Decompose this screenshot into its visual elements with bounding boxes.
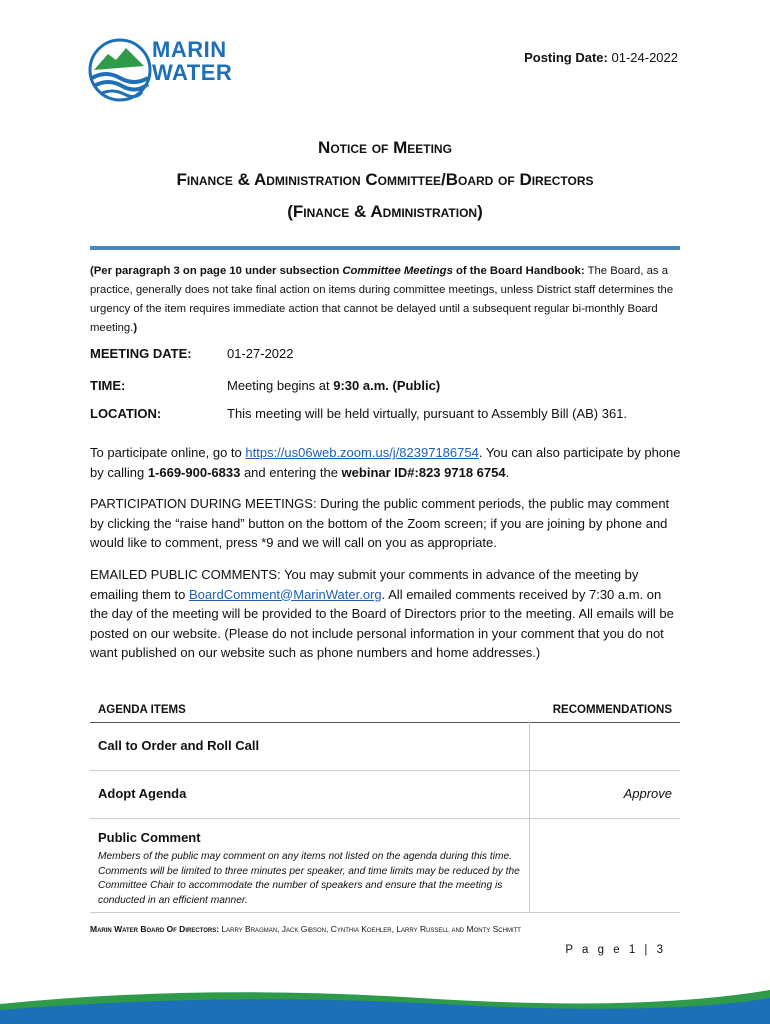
logo-line1: MARIN xyxy=(152,37,227,62)
participate-online-paragraph xyxy=(90,443,682,482)
p1-text: To participate online, go to xyxy=(90,445,246,460)
email-link[interactable]: BoardComment@MarinWater.org xyxy=(189,586,382,602)
agenda-item-adopt-agenda: Adopt Agenda xyxy=(98,786,187,801)
title-line1: Notice of Meeting xyxy=(318,138,452,157)
p1-text-b: . You can also participate by phone by calling xyxy=(90,445,681,480)
p3-text-b: . All emailed comments received by 7:30 a.m. on the day of the meeting will be provided to the Board of Directors prior to the meeting. All emails will be posted on our website. (Please do not include personal information in your comment that you do not want published on our website such as phone numbers and home addresses.) xyxy=(90,586,674,660)
time-value xyxy=(227,378,440,393)
emailed-comments-paragraph xyxy=(90,565,682,663)
p3-text: EMAILED PUBLIC COMMENTS: You may submit your comments in advance of the meeting by emailing them to xyxy=(90,567,639,602)
webinar-id: webinar ID#:823 9718 6754 xyxy=(341,464,506,480)
posting-value: 01-24-2022 xyxy=(611,50,678,65)
title-line3: (Finance & Administration) xyxy=(287,202,483,221)
meeting-date-label: MEETING DATE: xyxy=(90,346,192,361)
p2-label: PARTICIPATION DURING MEETINGS: xyxy=(90,496,317,511)
column-divider xyxy=(529,722,530,770)
location-value: This meeting will be held virtually, pursuant to Assembly Bill (AB) 361. xyxy=(227,406,628,421)
board-label: Marin Water Board Of Directors: xyxy=(90,924,220,934)
agenda-table-header xyxy=(90,700,680,723)
note-body: The Board, as a practice, generally does not take final action on items during committee meetings, unless District staff determines the urgency of the item requires immediate action that cannot be delayed until a subsequent regular bi-monthly Board meeting. xyxy=(90,265,674,334)
col-recommendations: RECOMMENDATIONS xyxy=(552,704,672,716)
recommendation-approve: Approve xyxy=(623,786,672,801)
time-label: TIME: xyxy=(90,378,126,393)
page-number: P a g e 1 | 3 xyxy=(565,944,666,956)
note-italic: Committee Meetings xyxy=(342,265,453,277)
title-line2: Finance & Administration Committee/Board of Directors xyxy=(176,170,594,189)
board-of-directors-line xyxy=(90,924,521,934)
location-label: LOCATION: xyxy=(90,406,162,421)
time-bold: 9:30 a.m. (Public) xyxy=(333,378,441,393)
p1-text-d: . xyxy=(505,464,510,480)
posting-label: Posting Date: xyxy=(524,50,608,65)
agenda-item-public-comment: Public Comment xyxy=(98,830,201,845)
zoom-link[interactable]: https://us06web.zoom.us/j/82397186754 xyxy=(245,445,479,460)
meeting-date-value: 01-27-2022 xyxy=(227,346,294,361)
col-agenda-items: AGENDA ITEMS xyxy=(98,704,186,716)
column-divider xyxy=(529,770,530,818)
footer-wave-band xyxy=(0,980,770,1024)
handbook-note xyxy=(90,262,682,338)
header-rule xyxy=(90,246,680,250)
logo-line2: WATER xyxy=(152,60,233,85)
public-comment-description: Members of the public may comment on any items not listed on the agenda during this time. Comments will be limited to three minutes per speaker, and time limits may be reduced by the Committee Chair to accommodate the number of speakers and ensure that the meeting is conducted in an efficient manner. xyxy=(98,851,520,906)
column-divider xyxy=(529,818,530,912)
time-prefix: Meeting begins at xyxy=(227,378,334,393)
logo-wordmark xyxy=(152,38,232,84)
board-names: Larry Bragman, Jack Gibson, Cynthia Koehler, Larry Russell and Monty Schmitt xyxy=(219,924,521,934)
posting-date xyxy=(524,50,678,65)
p1-text-c: and entering the xyxy=(240,464,342,480)
note-middle: of the Board Handbook: xyxy=(452,265,585,277)
participation-paragraph xyxy=(90,494,682,553)
phone-number: 1-669-900-6833 xyxy=(147,464,241,480)
note-suffix: ) xyxy=(133,322,138,334)
agenda-item-call-to-order: Call to Order and Roll Call xyxy=(98,738,260,753)
note-prefix: (Per paragraph 3 on page 10 under subsection xyxy=(90,265,343,277)
p2-body: During the public comment periods, the public may comment by clicking the “raise hand” button on the bottom of the Zoom screen; if you are joining by phone and would like to comment, press *9 and we will call on you as appropriate. xyxy=(90,496,670,550)
